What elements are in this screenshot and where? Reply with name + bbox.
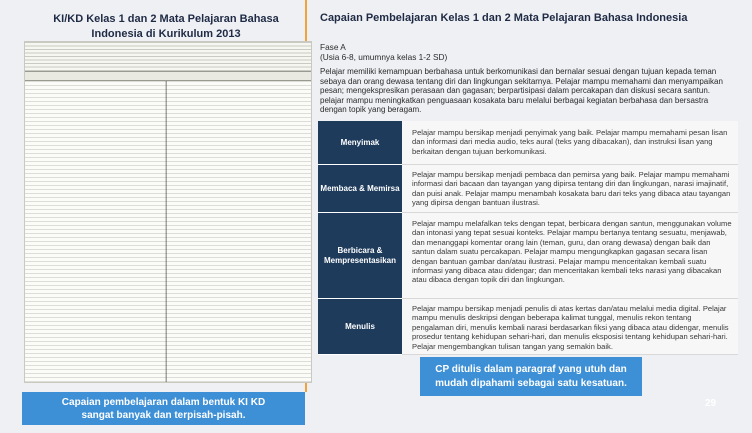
cp-row-text: Pelajar mampu bersikap menjadi pembaca dan pemirsa yang baik. Pelajar mampu memahami informasi dari bacaan dan tayangan yang dipirsa tentang diri dan lingkungan, narasi imajinatif, dan puisi anak. Pelajar mampu menambah kosakata baru dari teks yang dibaca atau tayangan yang dipirsa dengan bantuan ilustrasi. [402, 165, 738, 213]
fase-label [320, 43, 447, 62]
cp-row-text: Pelajar mampu bersikap menjadi penulis di atas kertas dan/atau melalui media digital. Pelajar mampu menulis deskripsi dengan beberapa kalimat tunggal, menulis rekon tentang pengalaman diri, menulis kembali narasi berdasarkan fiksi yang dibaca atau didengar, menulis prosedur tentang kehidupan sehari-hari, dan menulis eksposisi tentang kehidupan sehari-hari. Pelajar mengembangkan tulisan tangan yang semakin baik. [402, 299, 738, 355]
left-caption-line2: sangat banyak dan terpisah-pisah. [81, 410, 246, 421]
right-caption-line2: mudah dipahami sebagai satu kesatuan. [435, 378, 627, 389]
cp-row-menulis [318, 299, 738, 355]
fase-line2: (Usia 6-8, umumnya kelas 1-2 SD) [320, 51, 448, 62]
cp-row-head: Menyimak [318, 121, 402, 165]
cp-row-head: Berbicara & Mempresentasikan [318, 213, 402, 299]
cp-intro-paragraph: Pelajar memiliki kemampuan berbahasa untuk berkomunikasi dan bernalar sesuai dengan tujuan kepada teman sebaya dan orang dewasa tentang diri dan lingkungan sekitarnya. Pelajar mampu memahami dan menyampaikan pesan; mengekspresikan perasaan dan gagasan; berpartisipasi dalam percakapan dan diskusi secara santun. pelajar mampu meningkatkan penguasaan kosakata baru melalui berbagai kegiatan berbahasa dan bersastra dengan topik yang beragam. [320, 67, 723, 114]
cp-row-text: Pelajar mampu bersikap menjadi penyimak yang baik. Pelajar mampu memahami pesan lisan dan informasi dari media audio, teks aural (teks yang dibacakan), dan instruksi lisan yang berkaitan dengan tujuan berkomunikasi. [402, 121, 738, 165]
cp-table [318, 121, 738, 376]
fase-line1: Fase A [320, 42, 346, 52]
cp-row-membaca [318, 165, 738, 213]
cp-row-head: Membaca & Memirsa [318, 165, 402, 213]
cp-row-text: Pelajar mampu melafalkan teks dengan tepat, berbicara dengan santun, menggunakan volume dan intonasi yang tepat sesuai konteks. Pelajar mampu bertanya tentang sesuatu, menjawab, dan menanggapi komentar orang lain (teman, guru, dan orang dewasa) dengan baik dan santun dalam suatu percakapan. Pelajar mampu mengungkapkan gagasan secara lisan dengan bantuan gambar dan/atau ilustrasi. Pelajar mampu menceritakan kembali suatu informasi yang dibaca atau didengar; dan menceritakan kembali teks narasi yang dibacakan atau dibaca dengan topik diri dan lingkungan. [402, 213, 738, 299]
document-intro-block [25, 42, 311, 72]
cp-row-menyimak [318, 121, 738, 165]
right-caption-line1: CP ditulis dalam paragraf yang utuh dan [435, 364, 627, 375]
kd-title-line2: Indonesia di Kurikulum 2013 [91, 28, 241, 40]
cp-row-head: Menulis [318, 299, 402, 355]
cp-row-berbicara [318, 213, 738, 299]
document-text-texture [25, 42, 311, 382]
left-caption [22, 392, 305, 425]
page-number: 29 [705, 398, 717, 409]
kikd-document-image [24, 41, 312, 383]
kd-title [28, 12, 304, 42]
left-caption-line1: Capaian pembelajaran dalam bentuk KI KD [61, 397, 266, 408]
cp-title: Capaian Pembelajaran Kelas 1 dan 2 Mata Pelajaran Bahasa Indonesia [320, 12, 688, 24]
document-table-header [25, 72, 311, 81]
right-caption [420, 357, 642, 396]
kd-title-line1: KI/KD Kelas 1 dan 2 Mata Pelajaran Bahasa [53, 13, 279, 25]
